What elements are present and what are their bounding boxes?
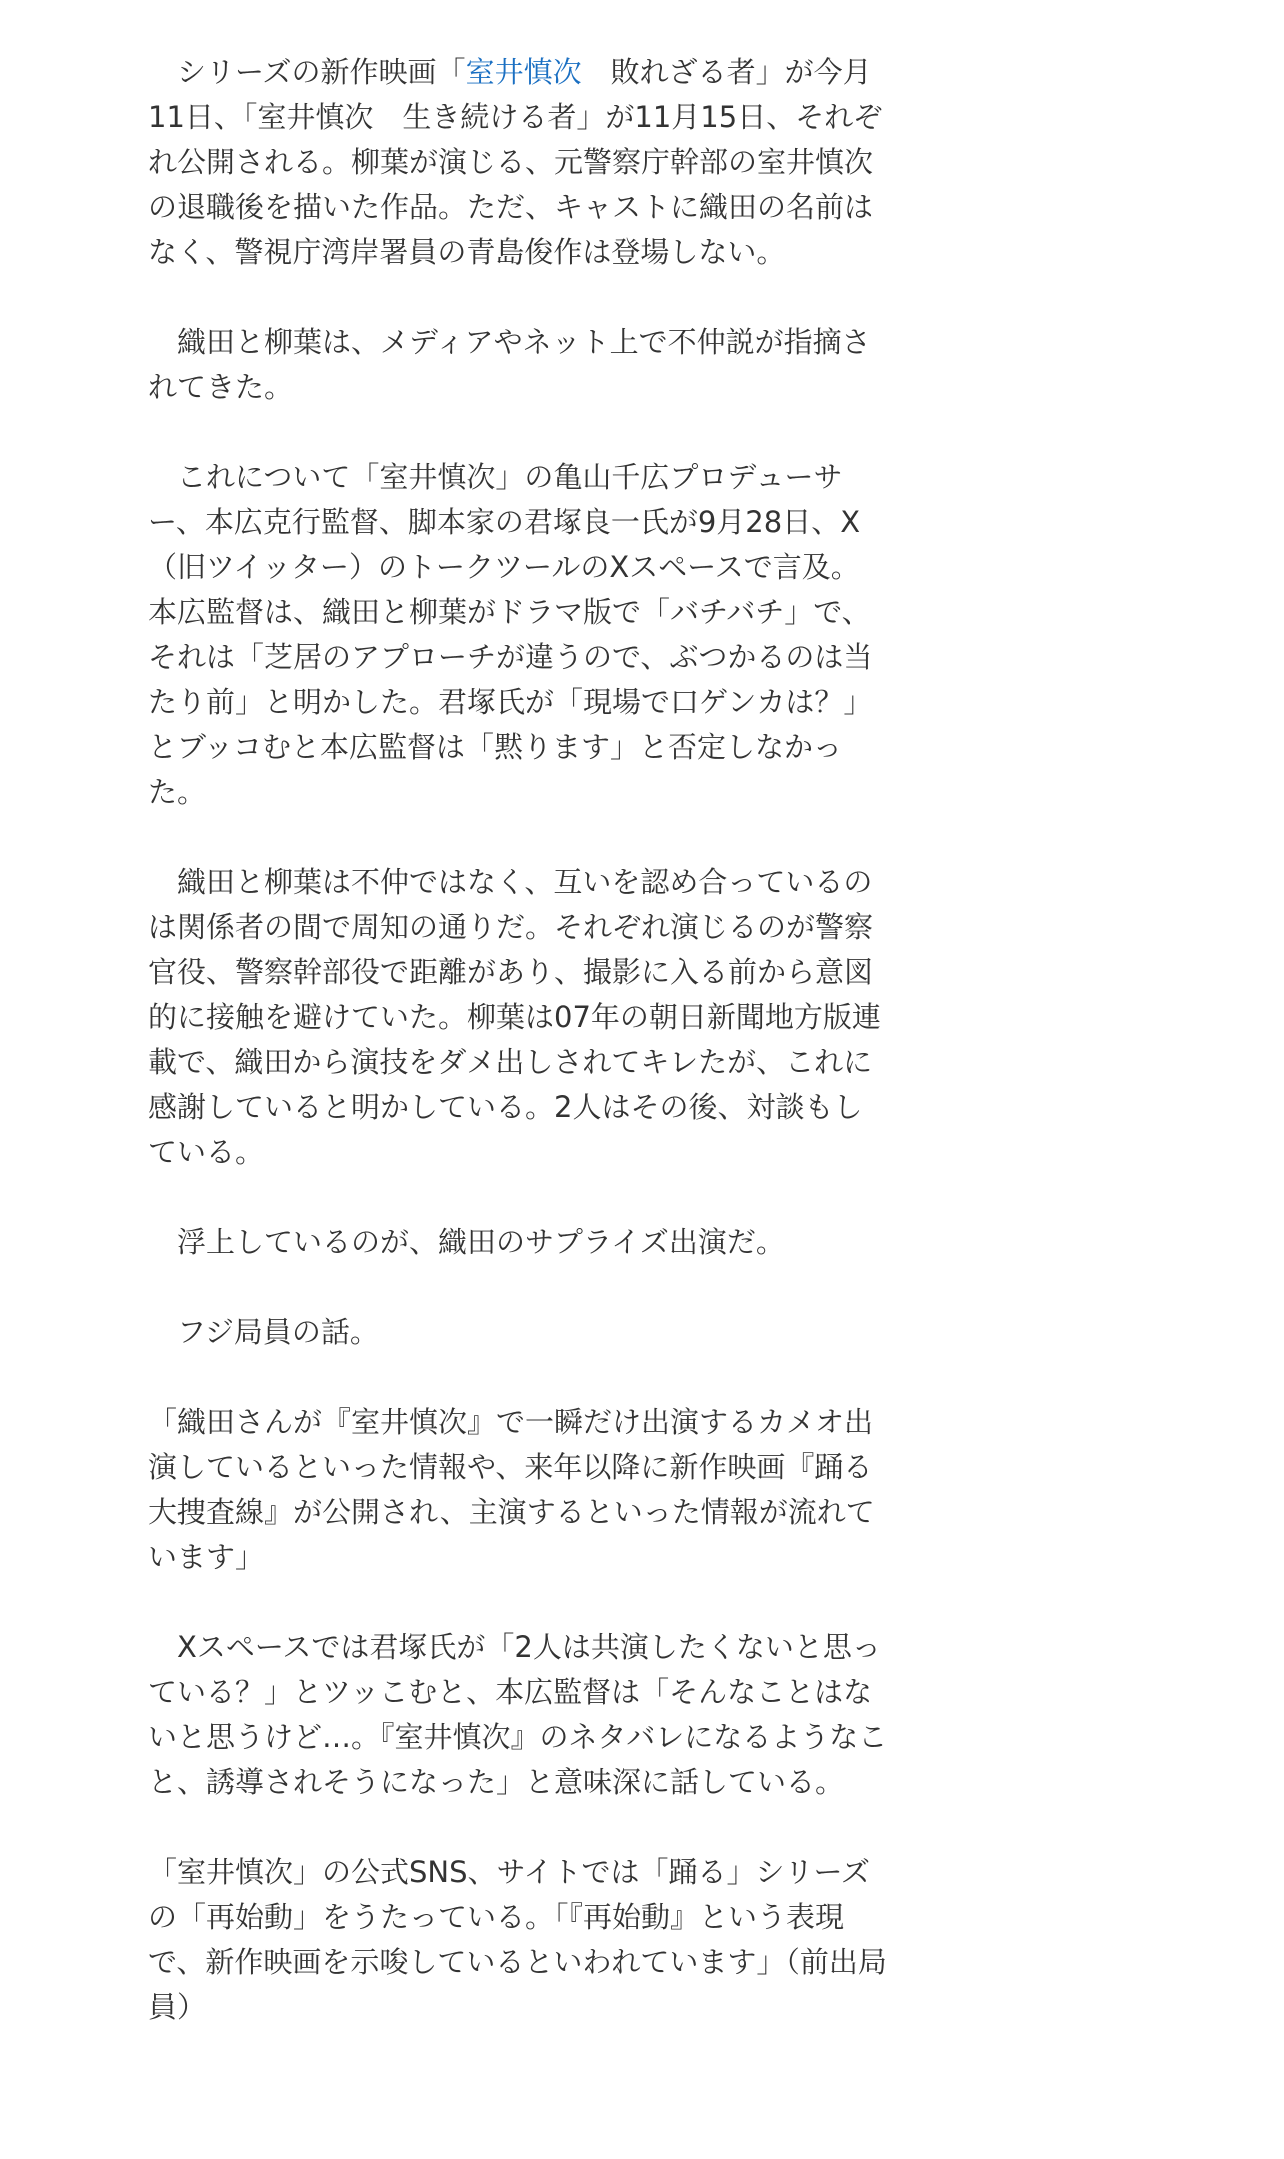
article-body: [148, 0, 888, 2075]
paragraph-7-quote: 「織田さんが『室井慎次』で一瞬だけ出演するカメオ出演しているといった情報や、来年以降に新作映画『踊る大捜査線』が公開され、主演するといった情報が流れています」: [148, 1405, 875, 1574]
paragraph-4: 織田と柳葉は不仲ではなく、互いを認め合っているのは関係者の間で周知の通りだ。それぞれ演じるのが警察官役、警察幹部役で距離があり、撮影に入る前から意図的に接触を避けていた。柳葉は07年の朝日新聞地方版連載で、織田から演技をダメ出しされてキレたが、これに感謝していると明かしている。2人はその後、対談もしている。: [148, 865, 881, 1169]
paragraph-5: 浮上しているのが、織田のサプライズ出演だ。: [177, 1225, 785, 1259]
paragraph-1-after: 敗れざる者」が今月11日、「室井慎次 生き続ける者」が11月15日、それぞれ公開される。柳葉が演じる、元警察庁幹部の室井慎次の退職後を描いた作品。ただ、キャストに織田の名前はなく、警視庁湾岸署員の青島俊作は登場しない。: [148, 55, 883, 269]
paragraph-6: フジ局員の話。: [177, 1315, 379, 1349]
link-muroi-shinji[interactable]: 室井慎次: [465, 55, 582, 89]
paragraph-1: [148, 50, 888, 275]
paragraph-top-fragment: [148, 0, 888, 5]
paragraph-2: 織田と柳葉は、メディアやネット上で不仲説が指摘されてきた。: [148, 325, 871, 404]
paragraph-1-before: シリーズの新作映画「: [177, 55, 466, 89]
paragraph-9: 「室井慎次」の公式SNS、サイトでは「踊る」シリーズの「再始動」をうたっている。「『再始動』という表現で、新作映画を示唆しているといわれています」（前出局員）: [148, 1855, 887, 2024]
paragraph-8: Xスペースでは君塚氏が「2人は共演したくないと思っている？」とツッこむと、本広監督は「そんなことはないと思うけど…。『室井慎次』のネタバレになるようなこと、誘導されそうになった」と意味深に話している。: [148, 1630, 888, 1799]
paragraph-3: これについて「室井慎次」の亀山千広プロデューサー、本広克行監督、脚本家の君塚良一氏が9月28日、X（旧ツイッター）のトークツールのXスペースで言及。本広監督は、織田と柳葉がドラマ版で「バチバチ」で、それは「芝居のアプローチが違うので、ぶつかるのは当たり前」と明かした。君塚氏が「現場で口ゲンカは？」とブッコむと本広監督は「黙ります」と否定しなかった。: [148, 460, 873, 809]
